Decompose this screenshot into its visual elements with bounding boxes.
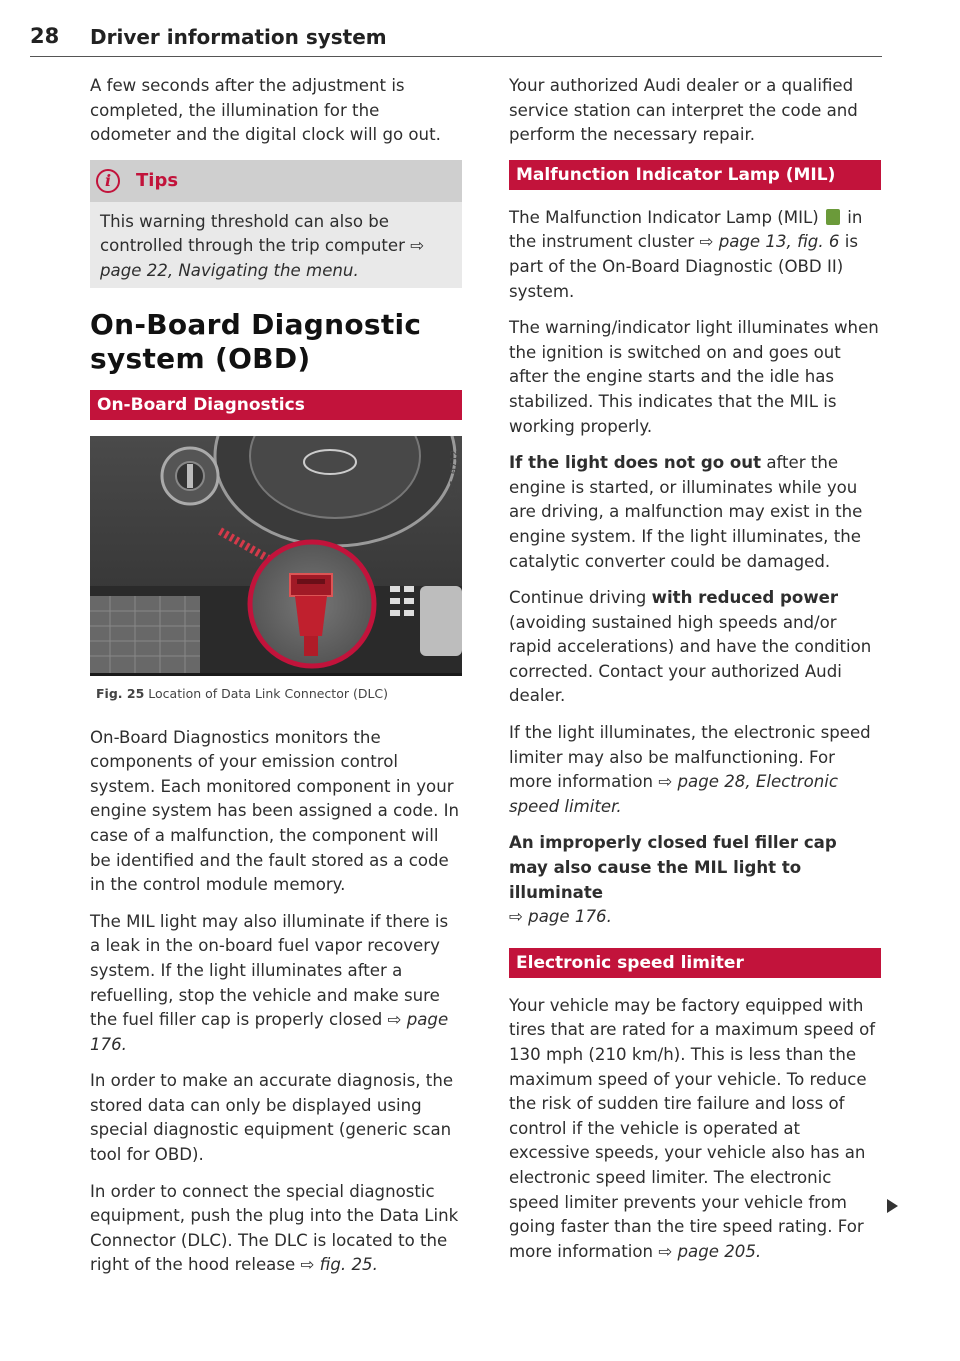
info-circle-icon: i	[96, 169, 120, 193]
page-205-link[interactable]: ⇨ page 205.	[658, 1241, 762, 1261]
obd-title: On-Board Diagnostic system (OBD)	[90, 307, 422, 375]
figure-code: B8J-0712	[449, 449, 460, 498]
figure-caption-text: Location of Data Link Connector (DLC)	[148, 685, 389, 701]
tips-header	[90, 160, 462, 202]
dealer-paragraph: Your authorized Audi dealer or a qualified service station can interpret the code and perform the necessary repair.	[509, 76, 858, 145]
page-header	[30, 22, 882, 57]
section-title: Driver information system	[90, 25, 387, 49]
page-28-link[interactable]: ⇨ page 28, Electronic speed limiter.	[509, 772, 839, 816]
mil-paragraph-3: If the light does not go out after the engine is started, or illuminates while you are driving, a malfunction may exist in the engine system. If the light illuminates, the catalytic converter could be damaged.	[509, 453, 863, 571]
figure-dlc-location	[90, 436, 462, 676]
mil-paragraph-1: The Malfunction Indicator Lamp (MIL) in the instrument cluster ⇨ page 13, fig. 6 is part of the On-Board Diagnostic (OBD II) system.	[509, 207, 863, 301]
obd-subhead: On-Board Diagnostics	[90, 390, 462, 420]
left-column	[90, 74, 462, 1290]
page-13-link[interactable]: ⇨ page 13, fig. 6	[699, 232, 840, 252]
check-engine-icon	[826, 209, 840, 225]
figure-caption	[96, 686, 462, 702]
page-176-link[interactable]: ⇨ page 176.	[90, 1010, 449, 1054]
page-number: 28	[30, 24, 60, 48]
mil-paragraph-2: The warning/indicator light illuminates when the ignition is switched on and goes out after the engine starts and the idle has stabilized. This indicates that the MIL is working properly.	[509, 318, 879, 436]
obd-paragraph-4: In order to connect the special diagnostic equipment, push the plug into the Data Link Connector (DLC). The DLC is located to the right of the hood release ⇨ fig. 25.	[90, 1181, 459, 1275]
tips-box	[90, 160, 462, 288]
fig-25-link[interactable]: ⇨ fig. 25.	[300, 1255, 378, 1275]
esl-paragraph-1: Your vehicle may be factory equipped with tires that are rated for a maximum speed of 130 mph (210 km/h). This is less than the maximum speed of your vehicle. To reduce the risk of sudden tire failure and loss of control if the vehicle is operated at excessive speeds, your vehicle also has an electronic speed limiter. The electronic speed limiter prevents your vehicle from going faster than the tire speed rating. For more information ⇨ page 205.	[509, 995, 876, 1261]
page-176-link-2[interactable]: ⇨ page 176.	[509, 907, 612, 927]
tips-title: Tips	[136, 170, 179, 192]
dashboard-illustration	[90, 436, 462, 676]
obd-paragraph-1: On-Board Diagnostics monitors the components of your emission control system. Each monitored component in your engine system has been assigned a code. In case of a malfunction, the component will be identified and the fault stored as a code in the control module memory.	[90, 727, 460, 895]
intro-paragraph: A few seconds after the adjustment is completed, the illumination for the odometer and the digital clock will go out.	[90, 76, 441, 145]
mil-paragraph-4: Continue driving with reduced power (avoiding sustained high speeds and/or rapid accelerations) and have the condition corrected. Contact your authorized Audi dealer.	[509, 588, 872, 706]
figure-label: Fig. 25	[96, 685, 145, 701]
triangle-right-icon	[887, 1199, 898, 1213]
mil-subhead: Malfunction Indicator Lamp (MIL)	[509, 160, 881, 190]
obd-paragraph-3: In order to make an accurate diagnosis, the stored data can only be displayed using special diagnostic equipment (generic scan tool for OBD).	[90, 1071, 454, 1165]
obd-paragraph-2: The MIL light may also illuminate if there is a leak in the on-board fuel vapor recovery system. If the light illuminates after a refuelling, stop the vehicle and make sure the fuel filler cap is properly closed ⇨ page 176.	[90, 911, 449, 1054]
tips-text: This warning threshold can also be controlled through the trip computer ⇨ page 22, Navigating the menu.	[100, 211, 425, 280]
tips-body	[90, 202, 462, 288]
right-column	[509, 74, 881, 1276]
mil-paragraph-6: An improperly closed fuel filler cap may also cause the MIL light to illuminate ⇨ page 176.	[509, 833, 837, 927]
tips-ref-link[interactable]: ⇨ page 22, Navigating the menu.	[100, 236, 425, 280]
esl-subhead: Electronic speed limiter	[509, 948, 881, 978]
mil-paragraph-5: If the light illuminates, the electronic speed limiter may also be malfunctioning. For more information ⇨ page 28, Electronic speed limiter.	[509, 723, 871, 816]
